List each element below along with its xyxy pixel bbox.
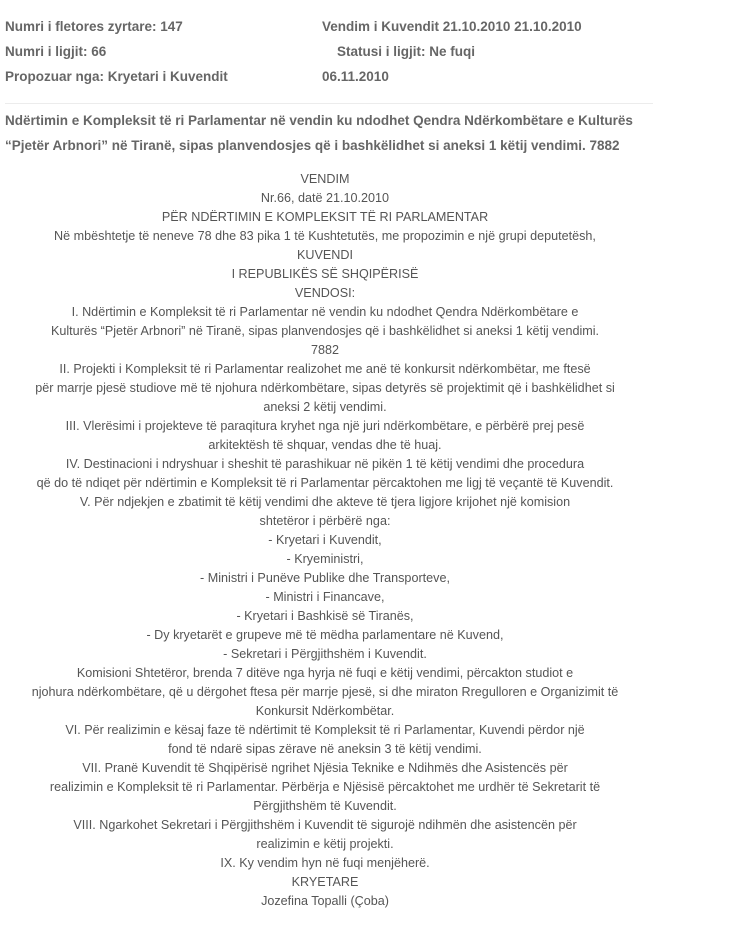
summary-line: “Pjetër Arbnori” në Tiranë, sipas planvendosjes që i bashkëlidhet si aneksi 1 këtij vendimi. 7882 — [5, 138, 620, 153]
decision-line: VENDIM — [300, 172, 350, 186]
decision-line: arkitektësh të shquar, vendas dhe të huaj. — [208, 438, 442, 452]
decision-line: PËR NDËRTIMIN E KOMPLEKSIT TË RI PARLAMENTAR — [161, 210, 489, 224]
decision-line: realizimin e këtij projekti. — [256, 837, 394, 851]
summary-line: Ndërtimin e Kompleksit të ri Parlamentar në vendin ku ndodhet Qendra Ndërkombëtare e Kulturës — [5, 113, 633, 128]
decision-line: - Kryeministri, — [286, 552, 364, 566]
decision-line: - Kryetari i Kuvendit, — [268, 533, 382, 547]
decision-line: KRYETARE — [291, 875, 359, 889]
decision-line: Kulturës “Pjetër Arbnori” në Tiranë, sipas planvendosjes që i bashkëlidhet si aneksi 1 këtij vendimi. — [50, 324, 600, 338]
decision-line: - Kryetari i Bashkisë së Tiranës, — [236, 609, 414, 623]
decision-text — [0, 170, 650, 911]
decision-line: V. Për ndjekjen e zbatimit të këtij vendimi dhe akteve të tjera ligjore krijohet një komision — [79, 495, 571, 509]
decision-line: Në mbështetje të neneve 78 dhe 83 pika 1 të Kushtetutës, me propozimin e një grupi deputetësh, — [54, 229, 596, 243]
decision-line: - Dy kryetarët e grupeve më të mëdha parlamentare në Kuvend, — [146, 628, 504, 642]
publish-date: 06.11.2010 — [322, 69, 389, 84]
decision-line: - Ministri i Financave, — [265, 590, 385, 604]
decision-line: VII. Pranë Kuvendit të Shqipërisë ngrihet Njësia Teknike e Ndihmës dhe Asistencës për — [82, 761, 568, 775]
decision-line: Komisioni Shtetëror, brenda 7 ditëve nga hyrja në fuqi e këtij vendimi, përcakton studiot e — [76, 666, 574, 680]
proposed-by: Propozuar nga: Kryetari i Kuvendit — [5, 69, 228, 84]
law-summary — [5, 108, 650, 158]
decision-line: aneksi 2 këtij vendimi. — [263, 400, 387, 414]
decision-line: - Ministri i Punëve Publike dhe Transporteve, — [200, 571, 450, 585]
decision-line: IX. Ky vendim hyn në fuqi menjëherë. — [220, 856, 430, 870]
law-number: Numri i ligjit: 66 — [5, 44, 107, 59]
decision-line: II. Projekti i Kompleksit të ri Parlamentar realizohet me anë të konkursit ndërkombëtar, me ftesë — [59, 362, 591, 376]
decision-line: VIII. Ngarkohet Sekretari i Përgjithshëm i Kuvendit të sigurojë ndihmën dhe asistencën për — [73, 818, 577, 832]
decision-line: I REPUBLIKËS SË SHQIPËRISË — [231, 267, 419, 281]
decision-line: VI. Për realizimin e kësaj faze të ndërtimit të Kompleksit të ri Parlamentar, Kuvendi përdor një — [65, 723, 585, 737]
decision-line: KUVENDI — [297, 248, 353, 262]
decision-line: Jozefina Topalli (Çoba) — [261, 894, 389, 908]
decision-date: Vendim i Kuvendit 21.10.2010 21.10.2010 — [322, 19, 582, 34]
decision-line: - Sekretari i Përgjithshëm i Kuvendit. — [223, 647, 427, 661]
decision-line: IV. Destinacioni i ndryshuar i sheshit të parashikuar në pikën 1 të këtij vendimi dhe procedura — [65, 457, 585, 471]
decision-line: Nr.66, datë 21.10.2010 — [260, 191, 390, 205]
decision-line: Konkursit Ndërkombëtar. — [255, 704, 395, 718]
decision-line: që do të ndiqet për ndërtimin e Kompleksit të ri Parlamentar përcaktohen me ligj të veçantë të Kuvendit. — [36, 476, 614, 490]
official-journal-number: Numri i fletores zyrtare: 147 — [5, 19, 183, 34]
decision-line: VENDOSI: — [294, 286, 356, 300]
decision-line: I. Ndërtimin e Kompleksit të ri Parlamentar në vendin ku ndodhet Qendra Ndërkombëtare e — [71, 305, 579, 319]
decision-line: për marrje pjesë studiove më të njohura ndërkombëtare, sipas detyrës së projektimit që i bashkëlidhet si — [35, 381, 615, 395]
decision-line: III. Vlerësimi i projekteve të paraqitura kryhet nga një juri ndërkombëtare, e përbërë prej pesë — [65, 419, 585, 433]
law-status: Statusi i ligjit: Ne fuqi — [337, 44, 475, 59]
decision-line: shtetëror i përbërë nga: — [259, 514, 391, 528]
decision-line: Përgjithshëm të Kuvendit. — [253, 799, 397, 813]
decision-line: njohura ndërkombëtare, që u dërgohet ftesa për marrje pjesë, si dhe miraton Rregulloren e Organizimit të — [31, 685, 619, 699]
header-divider — [5, 103, 653, 104]
decision-line: 7882 — [310, 343, 340, 357]
decision-line: fond të ndarë sipas zërave në aneksin 3 të këtij vendimi. — [168, 742, 482, 756]
decision-line: realizimin e Kompleksit të ri Parlamentar. Përbërja e Njësisë përcaktohet me urdhër të Sekretarit të — [49, 780, 601, 794]
